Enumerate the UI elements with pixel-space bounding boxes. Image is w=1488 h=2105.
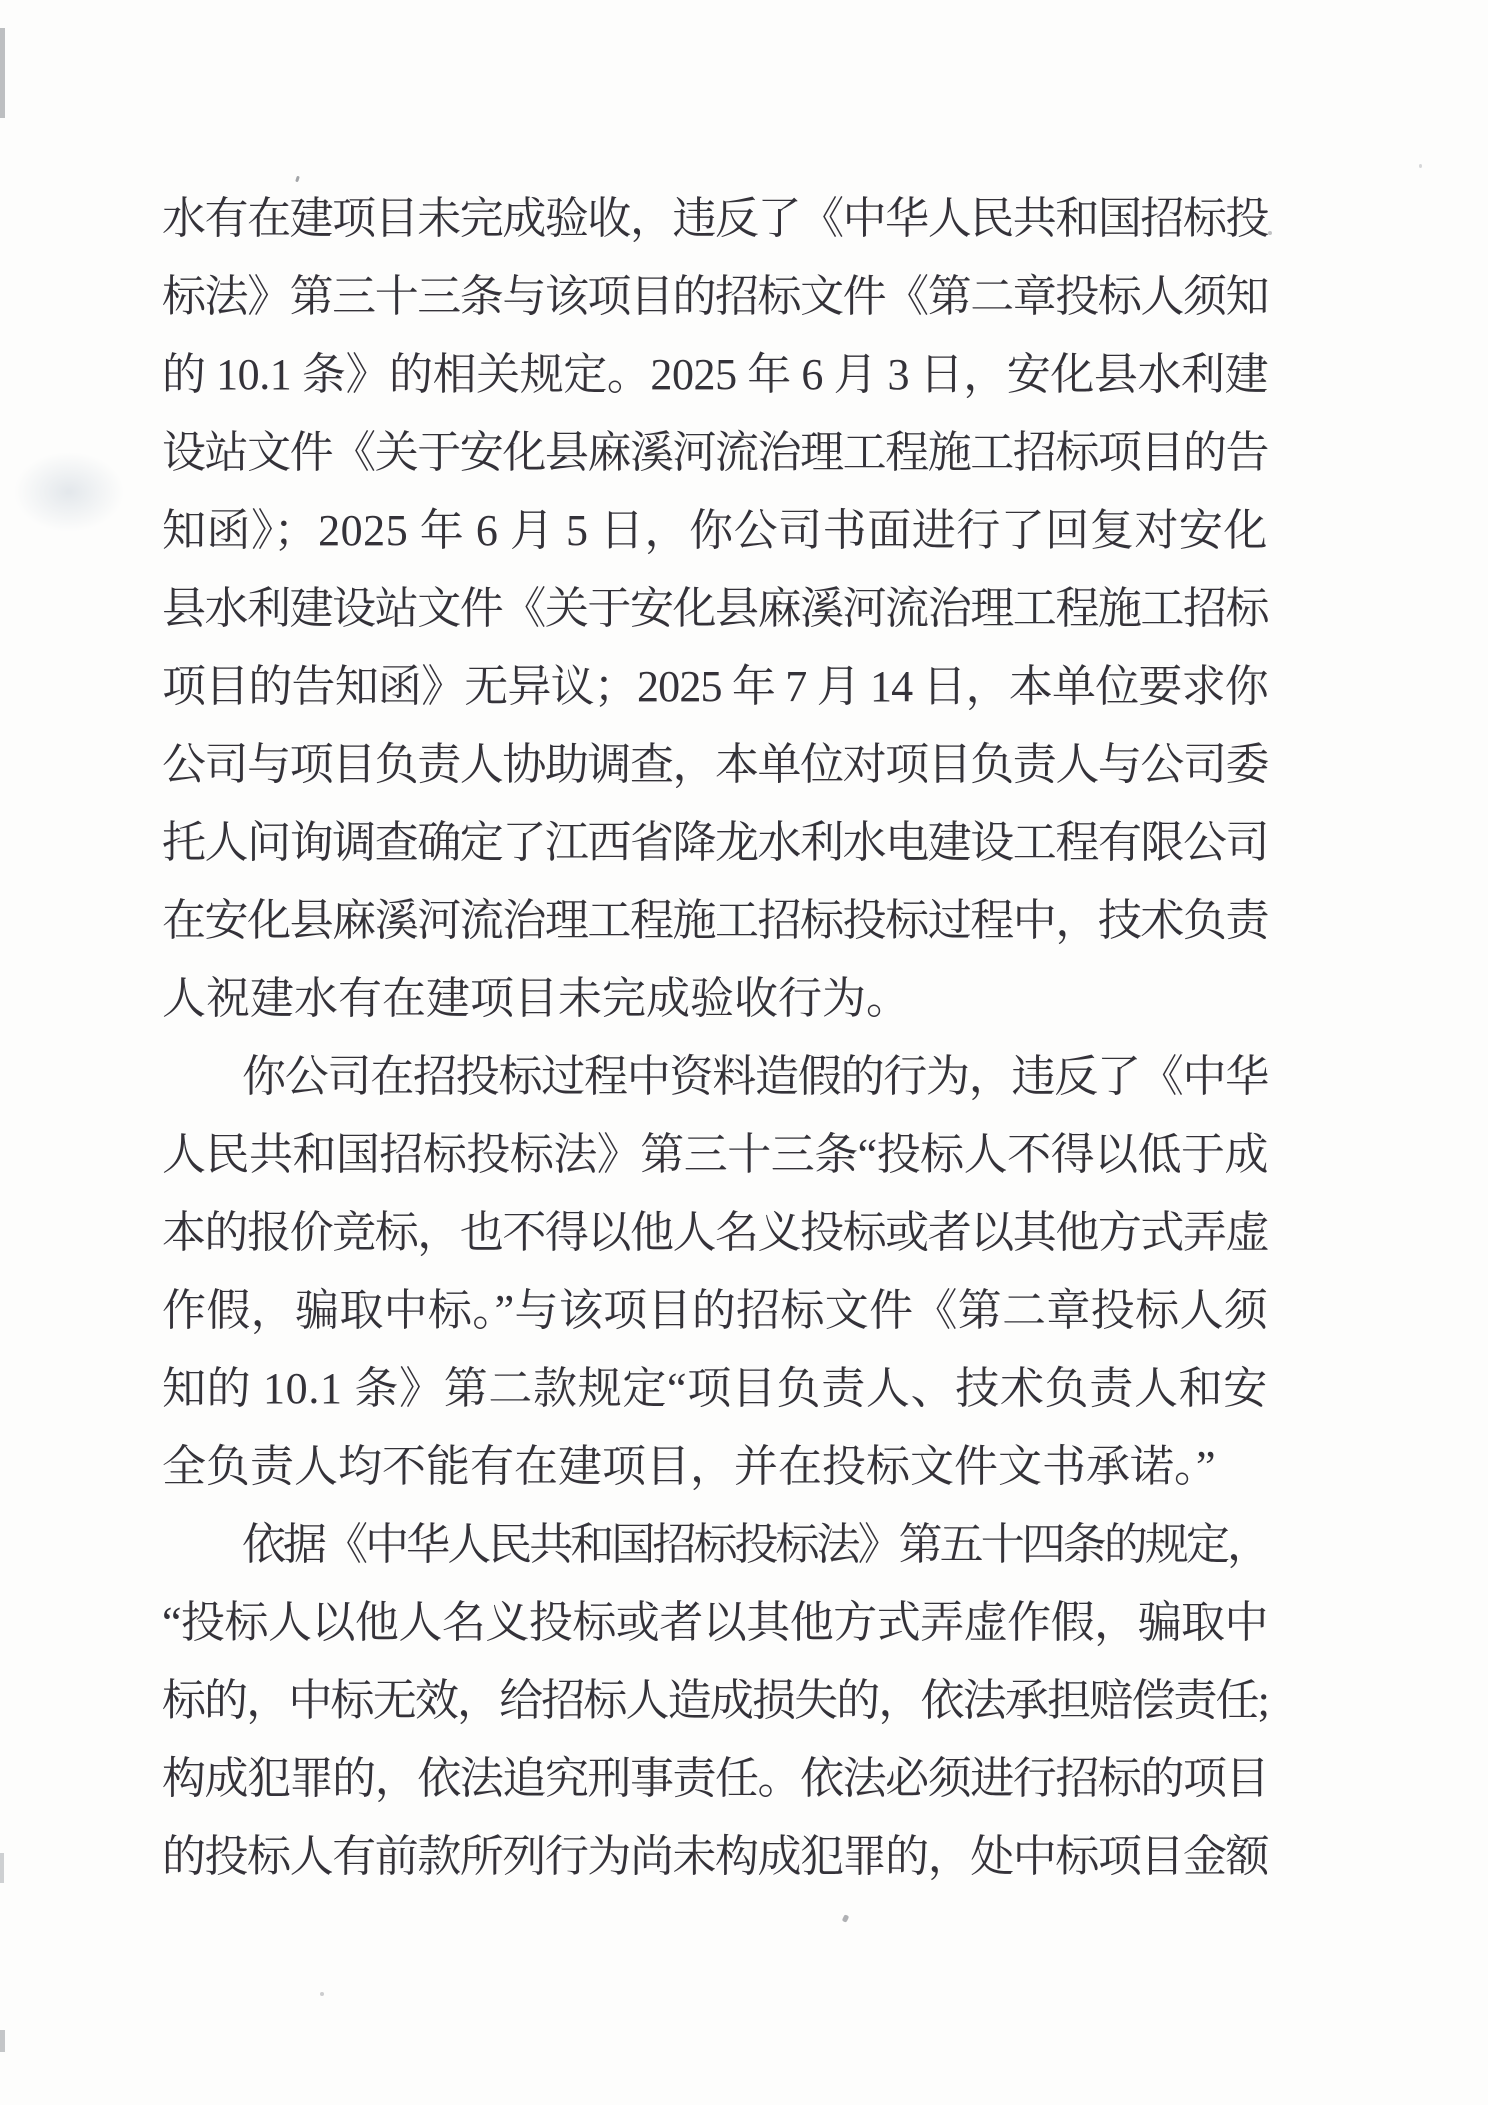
scan-speck <box>320 1992 324 1996</box>
text-line-content: 标法》第三十三条与该项目的招标文件《第二章投标人须知 <box>162 272 1269 321</box>
text-line <box>162 1740 1268 1818</box>
text-line <box>162 492 1268 570</box>
scan-edge-mark <box>0 28 5 118</box>
text-line <box>162 1038 1268 1116</box>
text-line <box>162 1116 1268 1194</box>
text-line-content: 项目的告知函》无异议；2025 年 7 月 14 日，本单位要求你 <box>162 662 1268 711</box>
scan-edge-mark <box>0 2030 5 2052</box>
scan-speck <box>1268 231 1272 235</box>
text-line-content: “投标人以他人名义投标或者以其他方式弄虚作假，骗取中 <box>162 1598 1269 1647</box>
text-line-content: 知函》；2025 年 6 月 5 日，你公司书面进行了回复对安化 <box>162 506 1268 555</box>
text-line-content: 县水利建设站文件《关于安化县麻溪河流治理工程施工招标 <box>162 584 1269 633</box>
text-line <box>162 1584 1268 1662</box>
text-line-content: 知的 10.1 条》第二款规定“项目负责人、技术负责人和安 <box>162 1364 1268 1413</box>
text-line <box>162 648 1268 726</box>
scan-smudge <box>14 452 124 532</box>
text-line <box>162 1428 1268 1506</box>
text-line-content: 在安化县麻溪河流治理工程施工招标投标过程中，技术负责 <box>162 896 1269 945</box>
text-line <box>162 258 1268 336</box>
text-line <box>162 726 1268 804</box>
text-line <box>162 882 1268 960</box>
text-line <box>162 1272 1268 1350</box>
text-line <box>162 1662 1268 1740</box>
text-line <box>162 336 1268 414</box>
text-line <box>162 804 1268 882</box>
text-line-content: 全负责人均不能有在建项目，并在投标文件文书承诺。” <box>162 1442 1216 1491</box>
text-line <box>162 1506 1268 1584</box>
text-line-content: 依据《中华人民共和国招标投标法》第五十四条的规定， <box>242 1520 1268 1569</box>
text-line-content: 公司与项目负责人协助调查，本单位对项目负责人与公司委 <box>162 740 1269 789</box>
text-line <box>162 1350 1268 1428</box>
text-line <box>162 180 1268 258</box>
text-line-content: 人民共和国招标投标法》第三十三条“投标人不得以低于成 <box>162 1130 1269 1179</box>
scan-speck <box>1419 164 1422 168</box>
text-line <box>162 414 1268 492</box>
text-line <box>162 1818 1268 1896</box>
text-line <box>162 960 1268 1038</box>
text-line-content: 设站文件《关于安化县麻溪河流治理工程施工招标项目的告 <box>162 428 1269 477</box>
text-line-content: 的投标人有前款所列行为尚未构成犯罪的，处中标项目金额 <box>162 1832 1269 1881</box>
text-line-content: 构成犯罪的，依法追究刑事责任。依法必须进行招标的项目 <box>162 1754 1269 1803</box>
text-line <box>162 570 1268 648</box>
text-line-content: 你公司在招投标过程中资料造假的行为，违反了《中华 <box>242 1052 1268 1101</box>
text-line-content: 作假，骗取中标。”与该项目的招标文件《第二章投标人须 <box>162 1286 1269 1335</box>
text-line-content: 托人问询调查确定了江西省降龙水利水电建设工程有限公司 <box>162 818 1269 867</box>
text-line-content: 的 10.1 条》的相关规定。2025 年 6 月 3 日，安化县水利建 <box>162 350 1269 399</box>
text-line-content: 标的，中标无效，给招标人造成损失的，依法承担赔偿责任; <box>162 1676 1269 1725</box>
document-body <box>162 180 1268 1896</box>
text-line <box>162 1194 1268 1272</box>
scan-speck <box>842 1914 849 1922</box>
text-line-content: 人祝建水有在建项目未完成验收行为。 <box>162 974 910 1023</box>
text-line-content: 水有在建项目未完成验收，违反了《中华人民共和国招标投 <box>162 194 1269 243</box>
text-line-content: 本的报价竞标，也不得以他人名义投标或者以其他方式弄虚 <box>162 1208 1269 1257</box>
scan-edge-mark <box>0 1853 4 1883</box>
